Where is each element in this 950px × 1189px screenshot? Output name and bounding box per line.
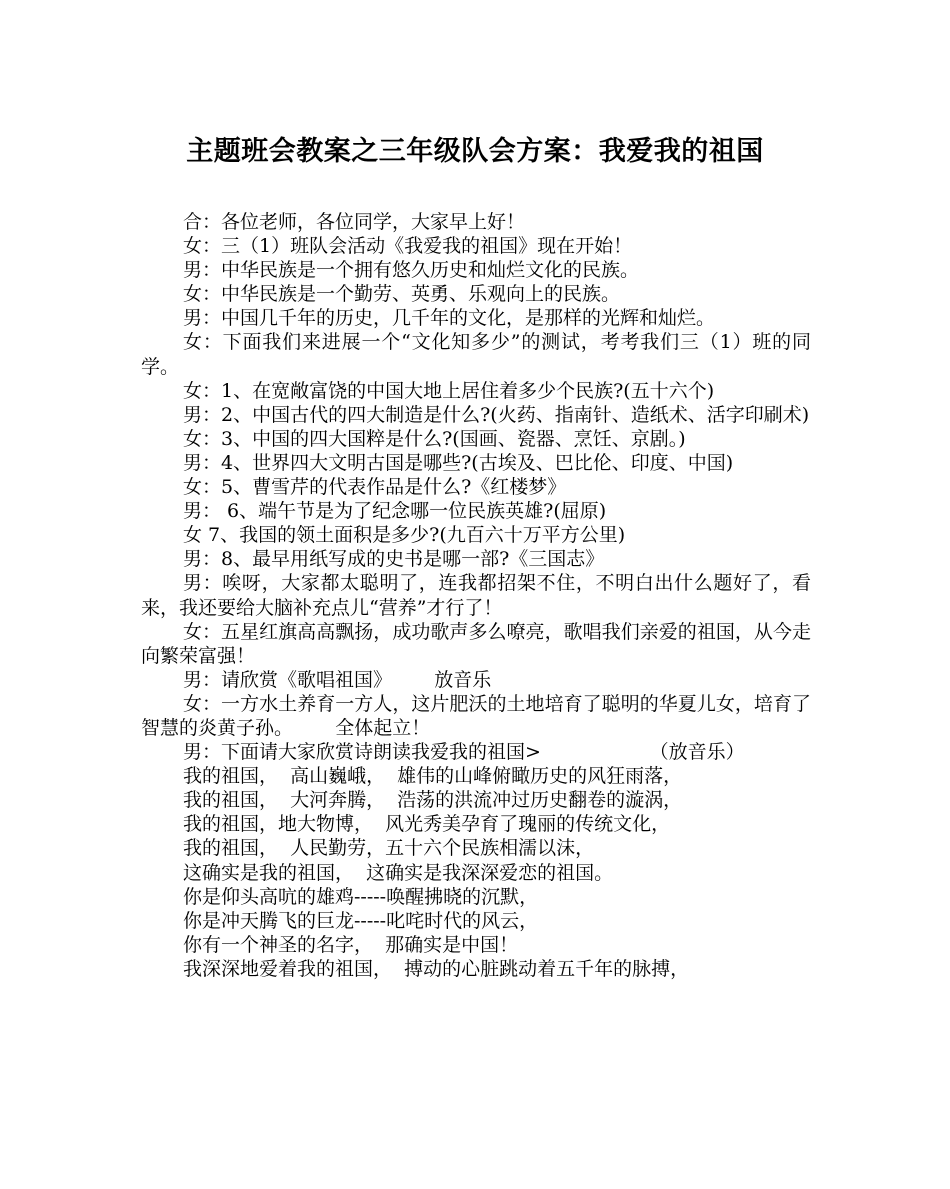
paragraph: 男：下面请大家欣赏诗朗读我爱我的祖国> （放音乐）	[183, 741, 745, 764]
paragraph: 女：五星红旗高高飘扬，成功歌声多么嘹亮，歌唱我们亲爱的祖国，从今走向繁荣富强！	[141, 620, 811, 667]
paragraph: 男：8、最早用纸写成的史书是哪一部?《三国志》	[183, 548, 605, 571]
poem-line: 我的祖国， 高山巍峨， 雄伟的山峰俯瞰历史的风狂雨落，	[183, 765, 683, 788]
paragraph: 合：各位老师，各位同学，大家早上好！	[183, 211, 526, 233]
paragraph: 女：5、曹雪芹的代表作品是什么?《红楼梦》	[183, 476, 567, 499]
paragraph: 男：请欣赏《歌唱祖国》 放音乐	[183, 668, 492, 691]
paragraph: 女：下面我们来进展一个“文化知多少”的测试，考考我们三（1）班的同学。	[141, 331, 811, 378]
paragraph: 女 7、我国的领土面积是多少?(九百六十万平方公里)	[183, 524, 626, 547]
paragraph: 女：中华民族是一个勤劳、英勇、乐观向上的民族。	[183, 283, 621, 306]
poem-line: 你是冲天腾飞的巨龙-----叱咤时代的风云，	[183, 909, 539, 932]
poem-line: 这确实是我的祖国， 这确实是我深深爱恋的祖国。	[183, 861, 614, 884]
poem-line: 你是仰头高吭的雄鸡-----唤醒拂晓的沉默，	[183, 885, 539, 908]
paragraph: 男：2、中国古代的四大制造是什么?(火药、指南针、造纸术、活字印刷术)	[183, 403, 810, 426]
paragraph: 男：中华民族是一个拥有悠久历史和灿烂文化的民族。	[183, 259, 640, 282]
paragraph: 女：3、中国的四大国粹是什么?(国画、瓷器、烹饪、京剧。)	[183, 427, 686, 450]
poem-line: 我深深地爱着我的祖国， 搏动的心脏跳动着五千年的脉搏，	[183, 957, 690, 980]
document-title: 主题班会教案之三年级队会方案：我爱我的祖国	[186, 136, 764, 167]
paragraph: 男：中国几千年的历史，几千年的文化，是那样的光辉和灿烂。	[183, 307, 716, 330]
paragraph: 女：三（1）班队会活动《我爱我的祖国》现在开始！	[183, 235, 633, 258]
document-body	[141, 210, 811, 981]
paragraph: 女：一方水土养育一方人，这片肥沃的土地培育了聪明的华夏儿女，培育了智慧的炎黄子孙。 全体起立！	[141, 692, 811, 739]
paragraph: 男：唉呀，大家都太聪明了，连我都招架不住，不明白出什么题好了，看来，我还要给大脑补充点儿“营养”才行了！	[141, 572, 811, 619]
poem-line: 我的祖国， 大河奔腾， 浩荡的洪流冲过历史翻卷的漩涡，	[183, 789, 683, 812]
poem-line: 我的祖国，地大物博， 风光秀美孕育了瑰丽的传统文化，	[183, 813, 671, 836]
paragraph: 男： 6、端午节是为了纪念哪一位民族英雄?(屈原)	[183, 500, 607, 523]
paragraph: 女：1、在宽敞富饶的中国大地上居住着多少个民族?(五十六个)	[183, 379, 715, 402]
poem-line: 我的祖国， 人民勤劳，五十六个民族相濡以沫，	[183, 837, 595, 860]
paragraph: 男：4、世界四大文明古国是哪些?(古埃及、巴比伦、印度、中国)	[183, 451, 734, 474]
poem-line: 你有一个神圣的名字， 那确实是中国！	[183, 933, 519, 956]
